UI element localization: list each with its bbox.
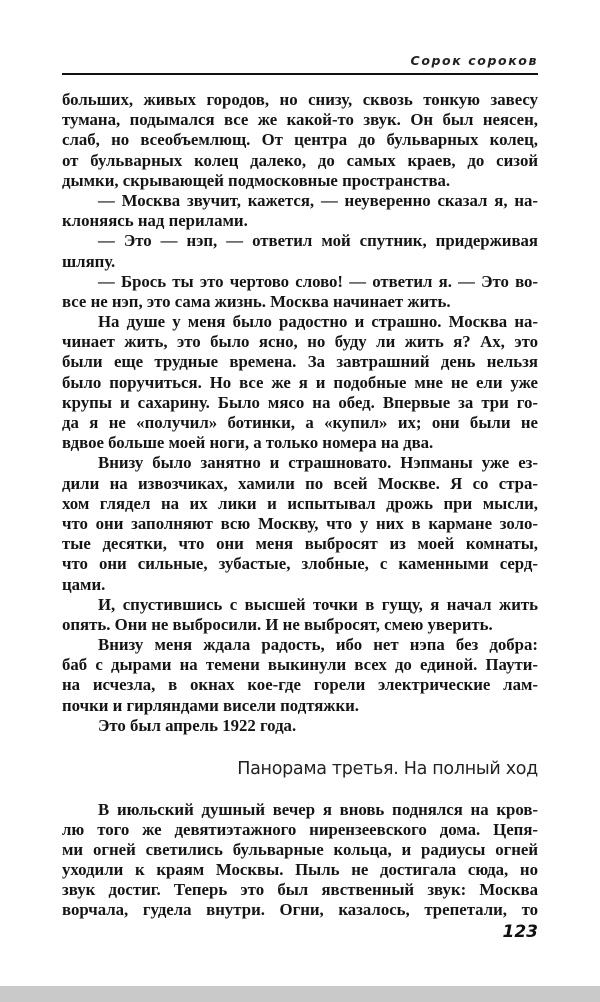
text-line: шляпу.	[62, 251, 116, 271]
text-line: опять. Они не выбросили. И не выбросят, смею уверить.	[62, 614, 493, 634]
text-line: что они сильные, зубастые, злобные, с каменными серд-	[62, 554, 538, 574]
scan-edge	[0, 986, 600, 1002]
text-line: тые десятки, что они меня выбросят из моей комнаты,	[62, 534, 538, 554]
text-line: больших, живых городов, но снизу, сквозь тонкую завесу	[62, 90, 538, 109]
text-line: — Брось ты это чертово слово! — ответил я. — Это во-	[98, 271, 538, 291]
text-line: да я не «получил» ботинки, а «купил» их; они были не	[62, 413, 538, 432]
running-head: Сорок сороков	[410, 53, 538, 68]
text-line: вдвое больше моей ноги, а только номера на два.	[62, 433, 434, 453]
text-line: лю того же девятиэтажного нирензеевского дома. Цепя-	[62, 820, 538, 839]
text-line: — Москва звучит, кажется, — неуверенно сказал я, на-	[98, 190, 538, 210]
section-heading: Панорама третья. На полный ход	[237, 759, 538, 779]
text-line: На душе у меня было радостно и страшно. Москва на-	[98, 312, 538, 332]
text-line: от бульварных колец далеко, до самых краев, до сизой	[62, 150, 538, 170]
text-line: дымки, скрывающей подмосковные пространства.	[62, 170, 451, 190]
text-line: на исчезла, в окнах кое-где горели электрические лам-	[62, 675, 538, 695]
text-line: клоняясь над перилами.	[62, 211, 248, 231]
text-line: что они заполняют всю Москву, что у них в кармане золо-	[62, 513, 538, 533]
text-line: было поручиться. Но все же я и подобные мне не ели уже	[62, 372, 538, 392]
text-line: дили на извозчиках, хамили по всей Москве. Я со стра-	[62, 473, 538, 493]
text-line: — Это — нэп, — ответил мой спутник, придерживая	[98, 231, 538, 251]
text-line: Внизу было занятно и страшновато. Нэпманы уже ез-	[98, 453, 538, 473]
text-line: почки и гирляндами висели подтяжки.	[62, 695, 360, 715]
body-text-before-heading	[62, 90, 538, 736]
text-line: В июльский душный вечер я вновь поднялся на кров-	[98, 800, 538, 819]
text-line: тумана, подымался все же какой-то звук. Он был неясен,	[62, 110, 538, 130]
text-line: баб с дырами на темени выкинули всех до единой. Паути-	[62, 655, 538, 675]
text-line: слаб, но всеобъемлющ. От центра до бульварных колец,	[62, 130, 538, 150]
text-line: цами.	[62, 574, 106, 594]
text-line: ми огней светились бульварные кольца, и радиусы огней	[62, 840, 538, 859]
text-line: Внизу меня ждала радость, ибо нет нэпа без добра:	[98, 635, 538, 655]
text-line: крупы и сахарину. Было мясо на обед. Впервые за три го-	[62, 392, 538, 412]
text-line: уходили к краям Москвы. Пыль не достигала сюда, но	[62, 860, 538, 879]
text-line: были еще трудные времена. За завтрашний день нельзя	[62, 352, 538, 372]
text-line: все не нэп, это сама жизнь. Москва начинает жить.	[62, 291, 451, 311]
text-line: звук достиг. Теперь это был явственный звук: Москва	[62, 880, 538, 899]
text-line: чинает жить, это было ясно, но буду ли жить я? Ах, это	[62, 332, 538, 352]
text-line: хом глядел на их лики и испытывал дрожь при мысли,	[62, 493, 538, 513]
text-line: ворчала, гудела внутри. Огни, казалось, трепетали, то	[62, 900, 538, 919]
header-rule	[62, 73, 538, 75]
body-text-after-heading	[62, 800, 538, 920]
page-number: 123	[502, 922, 538, 942]
text-line: И, спустившись с высшей точки в гущу, я начал жить	[98, 594, 538, 614]
text-line: Это был апрель 1922 года.	[98, 715, 297, 735]
